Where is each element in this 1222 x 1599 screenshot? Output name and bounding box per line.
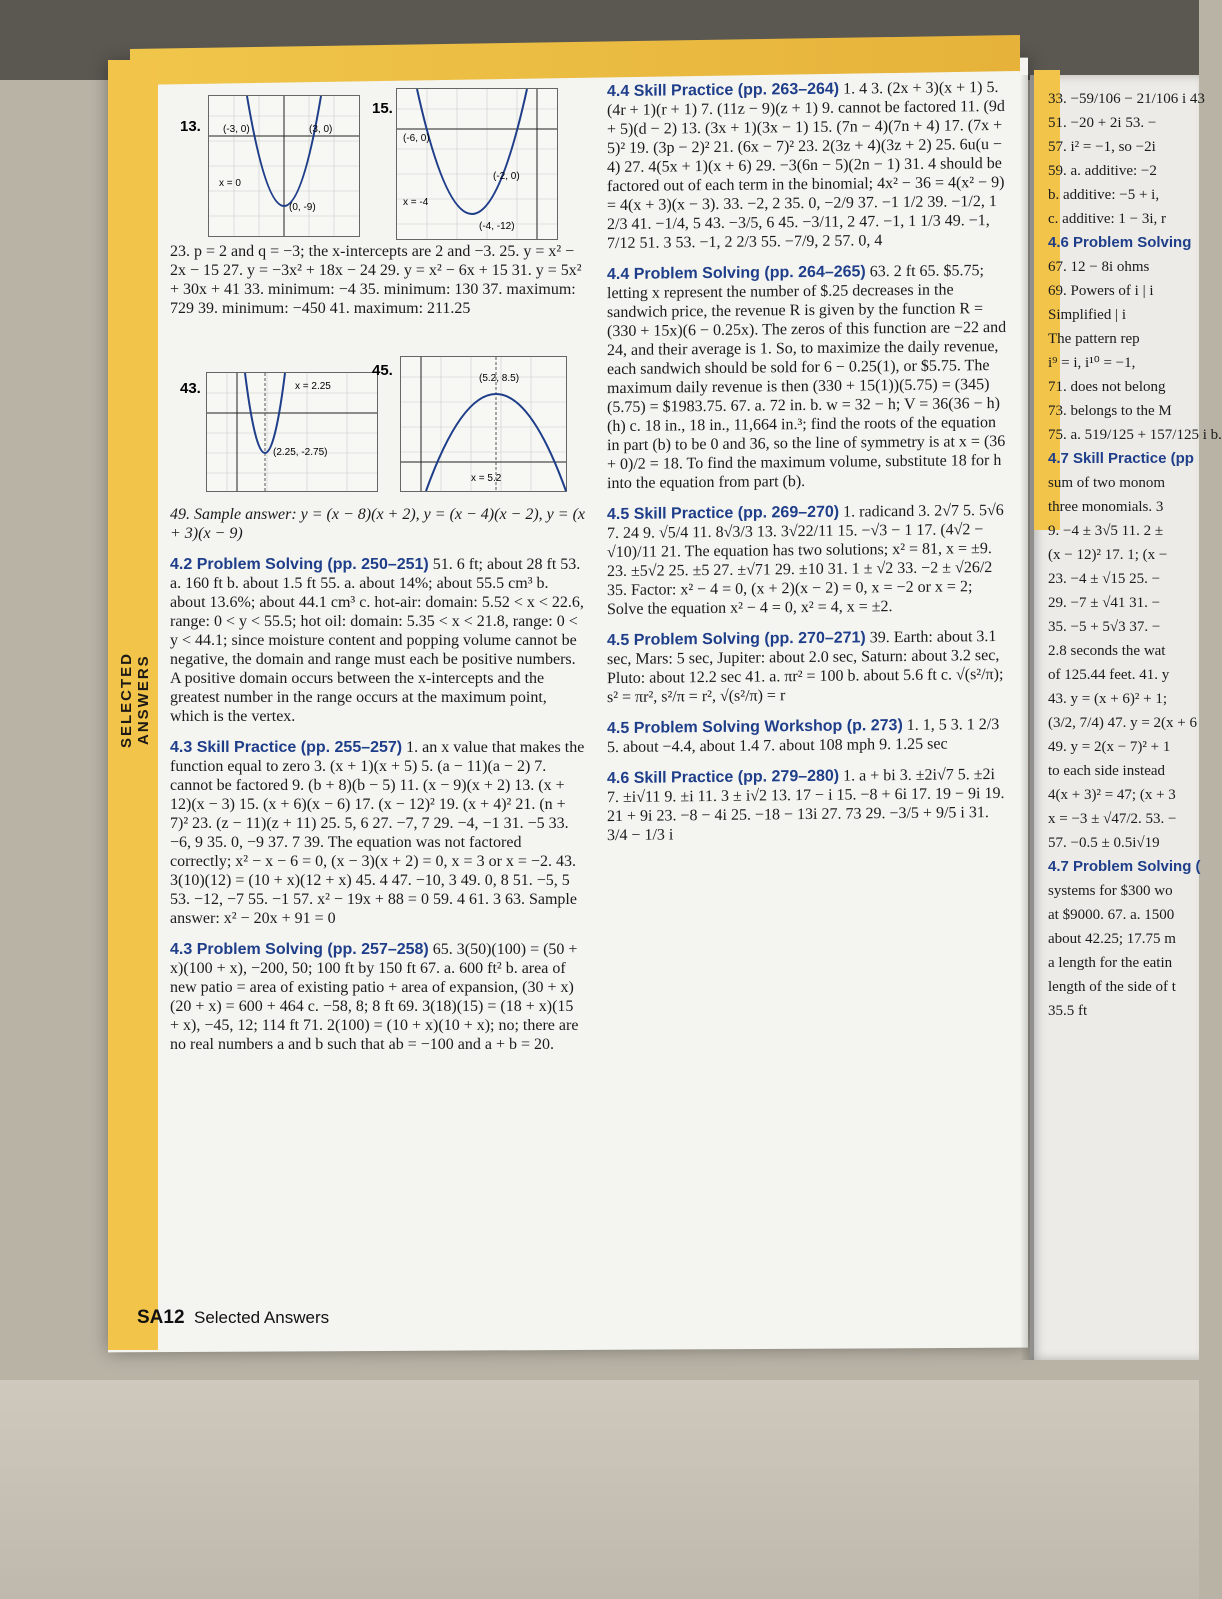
answer-line: three monomials. 3 xyxy=(1048,499,1164,515)
section-heading: 4.4 Skill Practice (pp. 263–264) xyxy=(607,80,840,101)
answer-line: b. additive: −5 + i, xyxy=(1048,187,1160,203)
graph-number: 45. xyxy=(372,362,393,379)
graph-label: (-6, 0) xyxy=(403,133,430,144)
answer-text: 1. an x value that makes the function equal to zero 3. (x + 1)(x + 5) 5. (a − 11)(a − 2) 7. cannot be factored 9. (b + 8)(b − 5) 11. (x − 9)(x + 2) 13. (x + 12)(x − 3) 15. (x + 6)(x − 6) 17. (x − 12)² 19. (x + 4)² 21. (n + 7)² 23. (z − 11)(z + 11) 25. 5, 6 27. −7, 7 29. −4, −1 31. −5 33. −6, 9 35. 0, −9 37. 7 39. The equation was not factored correctly; x² − x − 6 = 0, (x − 3)(x + 2) = 0, x = 3 or x = −2. 43. 3(10)(12) = (10 + x)(12 + x) 45. 4 47. −10, 3 49. 0, 8 51. −5, 5 53. −12, −7 55. −1 57. x² − 19x + 88 = 0 59. 4 61. 3 63. Sample answer: x² − 20x + 91 = 0 xyxy=(170,739,585,927)
graph-label: (0, -9) xyxy=(289,202,316,213)
answers-column-2 xyxy=(607,78,1007,851)
answer-line: The pattern rep xyxy=(1048,331,1140,347)
answer-line: 57. i² = −1, so −2i xyxy=(1048,139,1156,155)
answer-text: 51. 6 ft; about 28 ft 53. a. 160 ft b. about 1.5 ft 55. a. about 14%; about 55.5 cm³ b. about 13.6%; about 44.1 cm³ c. hot-air: domain: 5.52 < x < 22.6, range: 0 < y < 55.5; hot oil: domain: 5.35 < x < 21.8, range: 0 < y < 44.1; since moisture content and popping volume cannot be negative, the domain and range must each be positive numbers. A positive domain occurs between the x-intercepts and the greatest number in the range occurs at the maximum point, which is the vertex. xyxy=(170,556,584,725)
answer-line: (3/2, 7/4) 47. y = 2(x + 6 xyxy=(1048,715,1197,731)
answer-line: 51. −20 + 2i 53. − xyxy=(1048,115,1157,131)
answer-line: of 125.44 feet. 41. y xyxy=(1048,667,1170,683)
answer-line: systems for $300 wo xyxy=(1048,883,1173,899)
answer-line: 71. does not belong xyxy=(1048,379,1166,395)
graph-label: x = 5.2 xyxy=(471,473,502,484)
answer-line: x = −3 ± √47/2. 53. − xyxy=(1048,811,1177,827)
answer-text: 1. 4 3. (2x + 3)(x + 1) 5. (4r + 1)(r + 1) 7. (11z − 9)(z + 1) 9. cannot be factored 11. (9d + 5)(d − 2) 13. (3x + 1)(3x − 1) 15. (7n − 4)(7n + 4) 17. (7x + 5)² 19. (3p − 2)² 21. (6x − 7)² 23. 2(3z + 4)(3z + 2) 25. 6u(u − 4) 27. 4(5x + 1)(x + 6) 29. −3(6n − 5)(2n − 1) 31. 4 should be factored out of each term in the binomial; 4x² − 36 = 4(x² − 9) = 4(x + 3)(x − 3). 33. −2, 2 35. 0, −2/9 37. −1 1/2 39. −1/2, 1 2/3 41. −1/4, 5 43. −3/5, 6 45. −3/11, 2 47. −1, 1 1/3 49. −1, 7/12 51. 3 53. −1, 2 2/3 55. −7/9, 2 57. 0, 4 xyxy=(607,78,1005,253)
answer-text: 63. 2 ft 65. $5.75; letting x represent the number of $.25 decreases in the sandwich price, the revenue R is given by the function R = (330 + 15x)(6 − 0.25x). The zeros of this function are −22 and 24, and their average is 1. So, to maximize the daily revenue, each sandwich should be sold for 6 − 0.25(1), or $5.75. The maximum daily revenue is then (330 + 15(1))(5.75) = (345)(5.75) = $1983.75. 67. a. 72 in. b. w = 32 − h; V = 36(36 − h)(h) c. 18 in., 18 in., 11,664 in.³; find the roots of the equation in part (b) to be 0 and 36, so the line of symmetry is at x = (36 + 0)/2 = 18. To find the maximum volume, substitute 18 for h into the equation from part (b). xyxy=(607,262,1007,493)
answer-line: 2.8 seconds the wat xyxy=(1048,643,1166,659)
answer-line: 29. −7 ± √41 31. − xyxy=(1048,595,1161,611)
answer-text: 65. 3(50)(100) = (50 + x)(100 + x), −200, 50; 100 ft by 150 ft 67. a. 600 ft² b. area of new patio = area of existing patio + area of expansion, (30 + x)(20 + x) = 600 + 464 c. −58, 8; 8 ft 69. 3(18)(15) = (18 + x)(15 + x), −45, 12; 114 ft 71. 2(100) = (10 + x)(10 + x); no; there are no real numbers a and b such that ab = −100 and a + b = 20. xyxy=(170,941,579,1053)
graph-label: x = 0 xyxy=(219,178,241,189)
section-heading: 4.5 Problem Solving (pp. 270–271) xyxy=(607,629,866,650)
answer-line: i⁹ = i, i¹⁰ = −1, xyxy=(1048,355,1136,371)
answer-line: 73. belongs to the M xyxy=(1048,403,1172,419)
graph-label: (-3, 0) xyxy=(223,124,250,135)
graph-45 xyxy=(400,356,567,492)
graph-label: x = 2.25 xyxy=(295,381,331,392)
page-number: SA12 xyxy=(137,1307,185,1328)
table-background-bottom xyxy=(0,1380,1199,1599)
answer-line: 43. y = (x + 6)² + 1; xyxy=(1048,691,1168,707)
book-gutter-shadow xyxy=(1020,75,1034,1360)
graph-15 xyxy=(396,88,558,240)
section-heading: 4.7 Skill Practice (pp xyxy=(1048,450,1194,467)
graph-number: 15. xyxy=(372,100,393,117)
graph-13 xyxy=(208,95,360,237)
graph-label: (5.2, 8.5) xyxy=(479,373,520,384)
answer-line: at $9000. 67. a. 1500 xyxy=(1048,907,1175,923)
answer-line: a length for the eatin xyxy=(1048,955,1173,971)
answer-text: 1. a + bi 3. ±2i√7 5. ±2i 7. ±i√11 9. ±i 11. 3 ± i√2 13. 17 − i 15. −8 + 6i 17. 19 − 9i 19. 21 + 9i 23. −8 − 4i 25. −18 − 13i 27. 73 29. −3/5 + 9/5 i 31. 3/4 − 1/3 i xyxy=(607,766,1005,845)
answers-column-1-top xyxy=(170,242,585,324)
section-heading: 4.7 Problem Solving ( xyxy=(1048,858,1201,875)
answer-line: 57. −0.5 ± 0.5i√19 xyxy=(1048,835,1160,851)
answer-line: (x − 12)² 17. 1; (x − xyxy=(1048,547,1168,563)
section-heading: 4.6 Skill Practice (pp. 279–280) xyxy=(607,767,840,788)
answer-line: 9. −4 ± 3√5 11. 2 ± xyxy=(1048,523,1164,539)
graph-label: (2.25, -2.75) xyxy=(273,447,328,458)
answer-line: Simplified | i xyxy=(1048,307,1127,323)
answers-column-3 xyxy=(1048,90,1222,1026)
section-heading: 4.4 Problem Solving (pp. 264–265) xyxy=(607,263,866,284)
answer-line: sum of two monom xyxy=(1048,475,1166,491)
answers-column-1 xyxy=(170,505,585,1060)
graph-label: (-2, 0) xyxy=(493,171,520,182)
graph-number: 43. xyxy=(180,380,201,397)
graph-43 xyxy=(206,372,378,492)
answer-line: 33. −59/106 − 21/106 i 43 xyxy=(1048,91,1205,107)
section-heading: 4.5 Problem Solving Workshop (p. 273) xyxy=(607,716,903,738)
graph-label: x = -4 xyxy=(403,197,429,208)
answer-line: length of the side of t xyxy=(1048,979,1176,995)
graph-label: (3, 0) xyxy=(309,124,333,135)
answer-text: 23. p = 2 and q = −3; the x-intercepts are 2 and −3. 25. y = x² − 2x − 15 27. y = −3x² + 18x − 24 29. y = x² − 6x + 15 31. y = 5x² + 30x + 41 33. minimum: −4 35. minimum: 130 37. maximum: 729 39. minimum: −450 41. maximum: 211.25 xyxy=(170,243,582,317)
answer-line: 35. −5 + 5√3 37. − xyxy=(1048,619,1161,635)
answer-line: c. additive: 1 − 3i, r xyxy=(1048,211,1167,227)
answer-line: 23. −4 ± √15 25. − xyxy=(1048,571,1161,587)
answer-line: about 42.25; 17.75 m xyxy=(1048,931,1176,947)
answer-line: 75. a. 519/125 + 157/125 i b. xyxy=(1048,427,1222,443)
answer-text: 1. 1, 5 3. 1 2/3 5. about −4.4, about 1.4 7. about 108 mph 9. 1.25 sec xyxy=(607,715,1000,757)
section-heading: 4.2 Problem Solving (pp. 250–251) xyxy=(170,556,429,573)
page-footer xyxy=(137,1307,329,1329)
section-heading: 4.3 Skill Practice (pp. 255–257) xyxy=(170,739,403,756)
section-heading: 4.6 Problem Solving xyxy=(1048,234,1192,251)
answer-line: 67. 12 − 8i ohms xyxy=(1048,259,1150,275)
footer-title: Selected Answers xyxy=(193,1308,330,1327)
answer-line: 49. y = 2(x − 7)² + 1 xyxy=(1048,739,1171,755)
section-heading: 4.3 Problem Solving (pp. 257–258) xyxy=(170,941,429,958)
answer-line: to each side instead xyxy=(1048,763,1166,779)
answer-text: 1. radicand 3. 2√7 5. 5√6 7. 24 9. √5/4 11. 8√3/3 13. 3√22/11 15. −√3 − 1 17. (4√2 − √10)/11 21. The equation has two solutions; x² = 81, x = ±9. 23. ±5√2 25. ±5 27. ±√71 29. ±10 31. 1 ± √2 33. −2 ± √26/2 35. Factor: x² − 4 = 0, (x + 2)(x − 2) = 0, x = −2 or x = 2; Solve the equation x² − 4 = 0, x² = 4, x = ±2. xyxy=(607,501,1004,619)
answer-line: 69. Powers of i | i xyxy=(1048,283,1154,299)
graph-label: (-4, -12) xyxy=(479,221,515,232)
section-heading: 4.5 Skill Practice (pp. 269–270) xyxy=(607,503,840,524)
answer-line: 4(x + 3)² = 47; (x + 3 xyxy=(1048,787,1176,803)
answer-text: 49. Sample answer: y = (x − 8)(x + 2), y = (x − 4)(x − 2), y = (x + 3)(x − 9) xyxy=(170,506,585,542)
answer-text: 39. Earth: about 3.1 sec, Mars: 5 sec, Jupiter: about 2.0 sec, Saturn: about 3.2 sec, Pluto: about 12.2 sec 41. a. πr² = 100 b. about 5.6 ft c. √(s²/π); s² = πr², s²/π = r², √(s²/π) = r xyxy=(607,628,1004,707)
answer-line: 35.5 ft xyxy=(1048,1003,1088,1019)
side-label: SELECTED ANSWERS xyxy=(118,652,152,749)
answer-line: 59. a. additive: −2 xyxy=(1048,163,1157,179)
graph-number: 13. xyxy=(180,118,201,135)
